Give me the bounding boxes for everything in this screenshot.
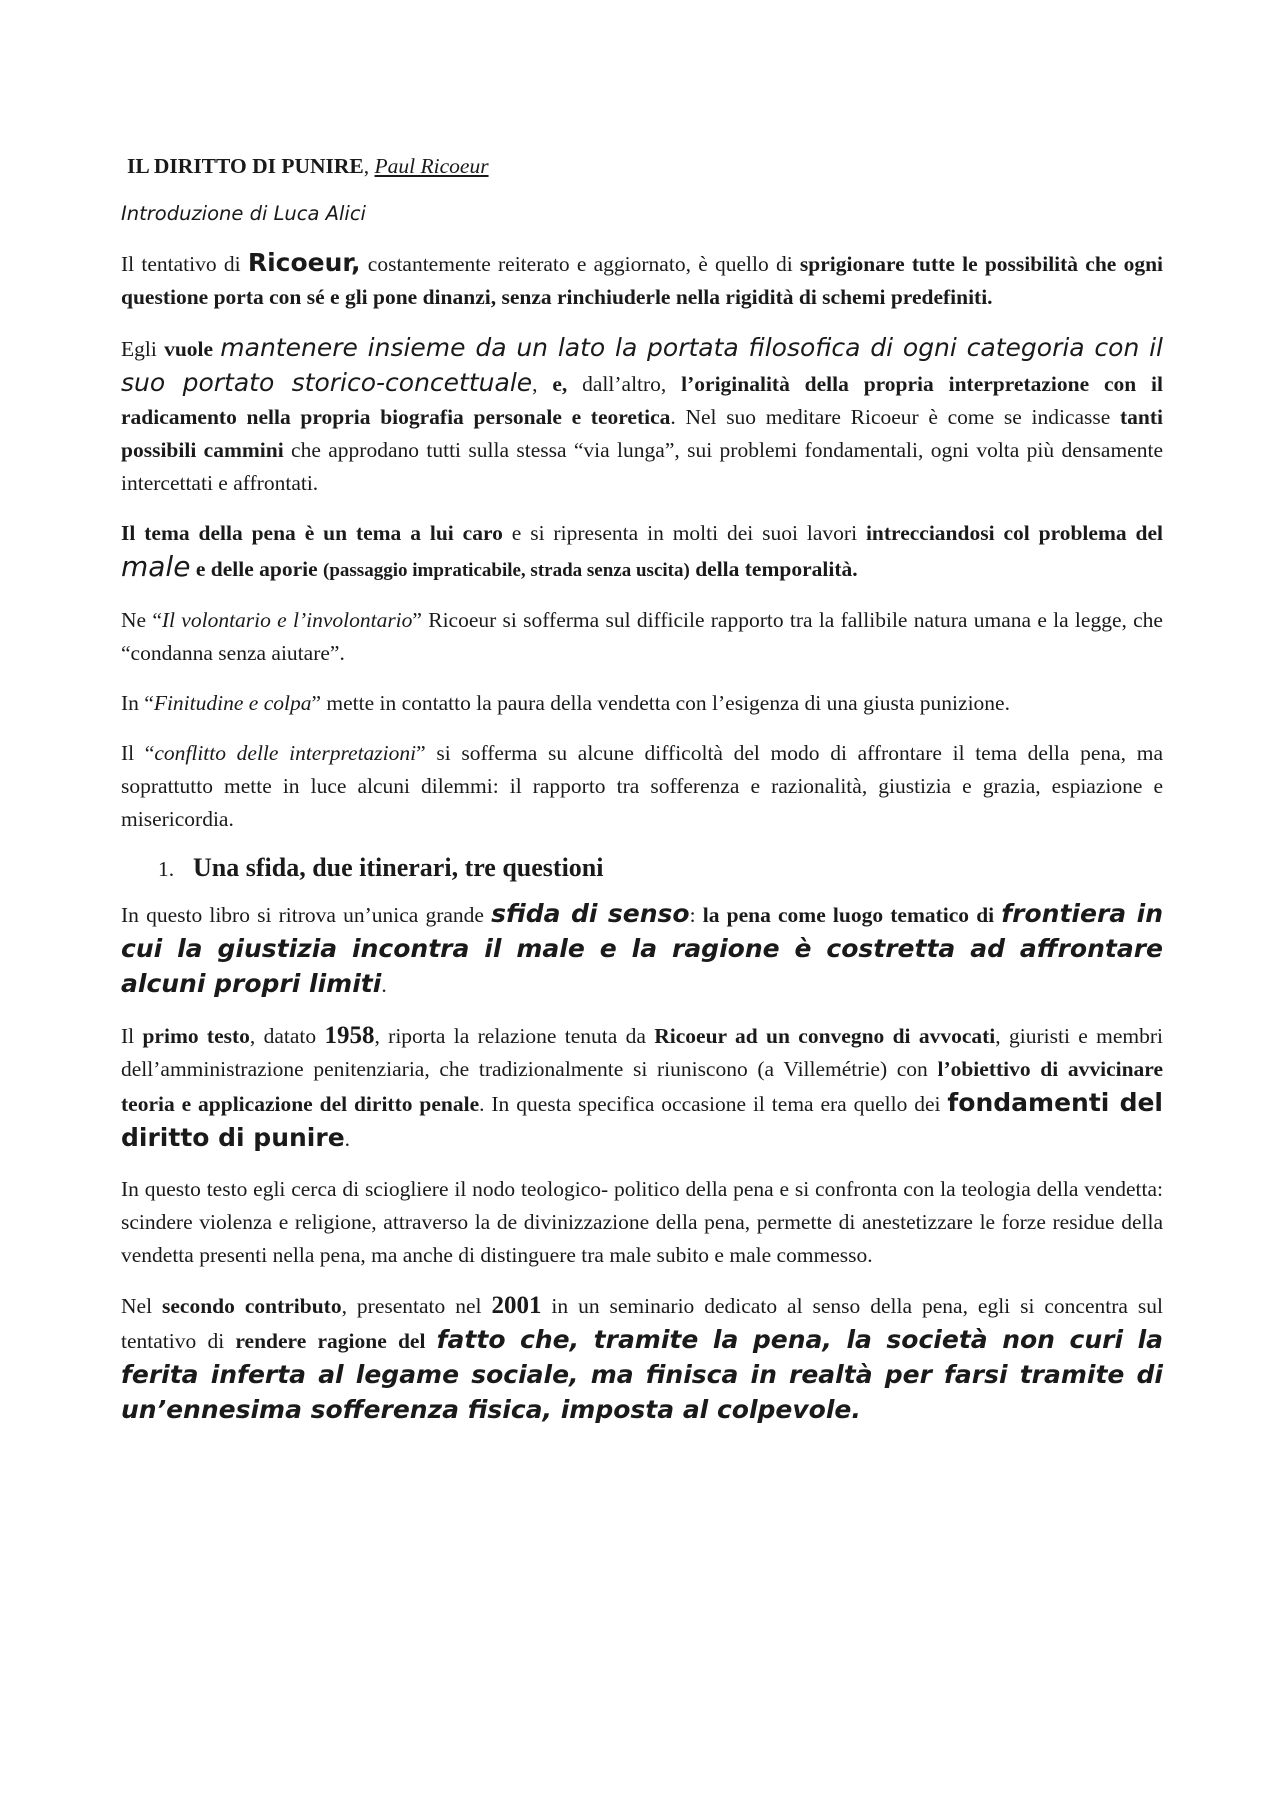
p7-bold-italic-1: sfida di senso xyxy=(491,899,690,928)
p7-text-1: In questo libro si ritrova un’unica grande xyxy=(121,903,492,927)
p1-bold-2: sprigionare tutte le possibilità che ogni questione porta con sé e gli pone dinanzi, senza rinchiuderle nella rigidità di schemi predefiniti. xyxy=(121,252,1164,309)
paragraph-7 xyxy=(121,897,1163,1002)
paragraph-9 xyxy=(121,1173,1163,1272)
p6-italic-1: conflitto delle interpretazioni xyxy=(154,741,417,765)
heading-number: 1. xyxy=(158,857,175,881)
p7-text-2: : xyxy=(689,903,703,927)
p8-bold-4: l’obiettivo di avvicinare teoria e applicazione del diritto penale xyxy=(121,1057,1163,1116)
p6-text-2: ” si sofferma su alcune difficoltà del modo di affrontare il tema della pena, ma soprattutto mette in luce alcuni dilemmi: il rapporto tra sofferenza e razionalità, giustizia e grazia, espiazione e misericordia. xyxy=(121,741,1163,831)
p10-text-1: Nel xyxy=(121,1294,162,1318)
p1-text-1: Il tentativo di xyxy=(121,252,248,276)
p7-text-3: . xyxy=(381,973,387,997)
paragraph-6 xyxy=(121,737,1163,836)
p8-text-6: . xyxy=(344,1127,351,1151)
p8-bold-1: primo testo xyxy=(142,1024,250,1048)
p8-text-2: , datato xyxy=(249,1024,325,1048)
p7-bold-1: la pena come luogo tematico di xyxy=(702,903,1002,927)
p8-text-5: . In questa specifica occasione il tema era quello dei xyxy=(479,1092,948,1116)
p10-bold-italic-1: fatto che, tramite la pena, la società non curi la ferita inferta al legame sociale, ma finisca in realtà per farsi tramite di un’ennesima sofferenza fisica, imposta al colpevole. xyxy=(121,1325,1164,1424)
p3-bold-parenthetical: (passaggio impraticabile, strada senza uscita) xyxy=(323,560,690,581)
paragraph-1 xyxy=(121,246,1163,314)
p3-bold-1: Il tema della pena è un tema a lui caro xyxy=(121,521,503,545)
p2-bold-4: tanti possibili cammini xyxy=(121,405,1163,462)
p2-bold-1: vuole xyxy=(164,337,221,361)
p8-bold-3: Ricoeur ad un convegno di avvocati xyxy=(654,1024,996,1048)
title-main: IL DIRITTO DI PUNIRE xyxy=(127,154,364,178)
section-heading-1 xyxy=(158,853,1163,883)
p5-text-1: In “ xyxy=(121,691,154,715)
p8-text-4: , giuristi e membri dell’amministrazione penitenziaria, che tradizionalmente si riuniscono (a Villemétrie) con xyxy=(121,1024,1163,1081)
p9-text-1: In questo testo egli cerca di sciogliere il nodo teologico- politico della pena e si confronta con la teologia della vendetta: scindere violenza e religione, attraverso la de divinizzazione della pena, permette di anestetizzare le forze residue della vendetta presenti nella pena, ma anche di distinguere tra male subito e male commesso. xyxy=(121,1177,1163,1267)
p10-bold-year: 2001 xyxy=(491,1292,542,1319)
p5-italic-1: Finitudine e colpa xyxy=(153,691,312,715)
p3-bold-5: della temporalità. xyxy=(689,557,858,581)
paragraph-3 xyxy=(121,517,1163,587)
paragraph-2 xyxy=(121,331,1163,500)
p2-italic-1: mantenere insieme da un lato la portata filosofica di ogni categoria con il suo portato storico-concettuale xyxy=(121,333,1163,397)
p3-italic-male: male xyxy=(121,550,191,583)
title-separator: , xyxy=(363,154,375,178)
paragraph-4 xyxy=(121,604,1163,670)
p4-text-1: Ne “ xyxy=(121,608,162,632)
p8-bold-5: fondamenti del diritto di punire xyxy=(121,1088,1163,1152)
p1-text-2: costantemente reiterato e aggiornato, è quello di xyxy=(360,252,800,276)
introduction-credit: Introduzione di Luca Alici xyxy=(121,202,366,225)
p10-bold-3: rendere ragione del xyxy=(235,1329,437,1353)
heading-text: Una sfida, due itinerari, tre questioni xyxy=(193,853,604,882)
p3-bold-2: intrecciandosi col problema del xyxy=(865,521,1163,545)
p2-text-4: . Nel suo meditare Ricoeur è come se indicasse xyxy=(670,405,1120,429)
p2-text-1: Egli xyxy=(121,337,165,361)
paragraph-10 xyxy=(121,1289,1163,1428)
p4-italic-1: Il volontario e l’involontario xyxy=(161,608,413,632)
p2-text-2: , xyxy=(532,372,553,396)
p4-text-2: ” Ricoeur si sofferma sul difficile rapporto tra la fallibile natura umana e la legge, che “condanna senza aiutare”. xyxy=(121,608,1163,665)
p8-bold-year: 1958 xyxy=(324,1022,375,1049)
title-author: Paul Ricoeur xyxy=(374,154,489,178)
paragraph-5 xyxy=(121,687,1163,720)
p1-bold-ricoeur: Ricoeur, xyxy=(247,248,361,277)
p6-text-1: Il “ xyxy=(121,741,155,765)
p7-bold-italic-2: frontiera in cui la giustizia incontra il male e la ragione è costretta ad affrontare alcuni propri limiti xyxy=(121,899,1164,998)
p2-text-3: dall’altro, xyxy=(567,372,682,396)
p2-bold-2: e, xyxy=(552,372,568,396)
p2-text-5: che approdano tutti sulla stessa “via lunga”, sui problemi fondamentali, ogni volta più densamente intercettati e affrontati. xyxy=(121,438,1163,495)
p10-text-3: in un seminario dedicato al senso della pena, egli si concentra sul tentativo di xyxy=(121,1294,1163,1353)
p8-text-3: , riporta la relazione tenuta da xyxy=(374,1024,655,1048)
p10-text-2: , presentato nel xyxy=(341,1294,492,1318)
p2-bold-3: l’originalità della propria interpretazione con il radicamento nella propria biografia personale e teoretica xyxy=(121,372,1163,429)
p3-text-1: e si ripresenta in molti dei suoi lavori xyxy=(502,521,866,545)
p8-text-1: Il xyxy=(121,1024,143,1048)
paragraph-8 xyxy=(121,1019,1163,1156)
p10-bold-1: secondo contributo xyxy=(162,1294,342,1318)
p3-bold-3: e delle aporie xyxy=(190,557,324,581)
document-title xyxy=(127,150,1163,183)
p5-text-2: ” mette in contatto la paura della vendetta con l’esigenza di una giusta punizione. xyxy=(311,691,1010,715)
